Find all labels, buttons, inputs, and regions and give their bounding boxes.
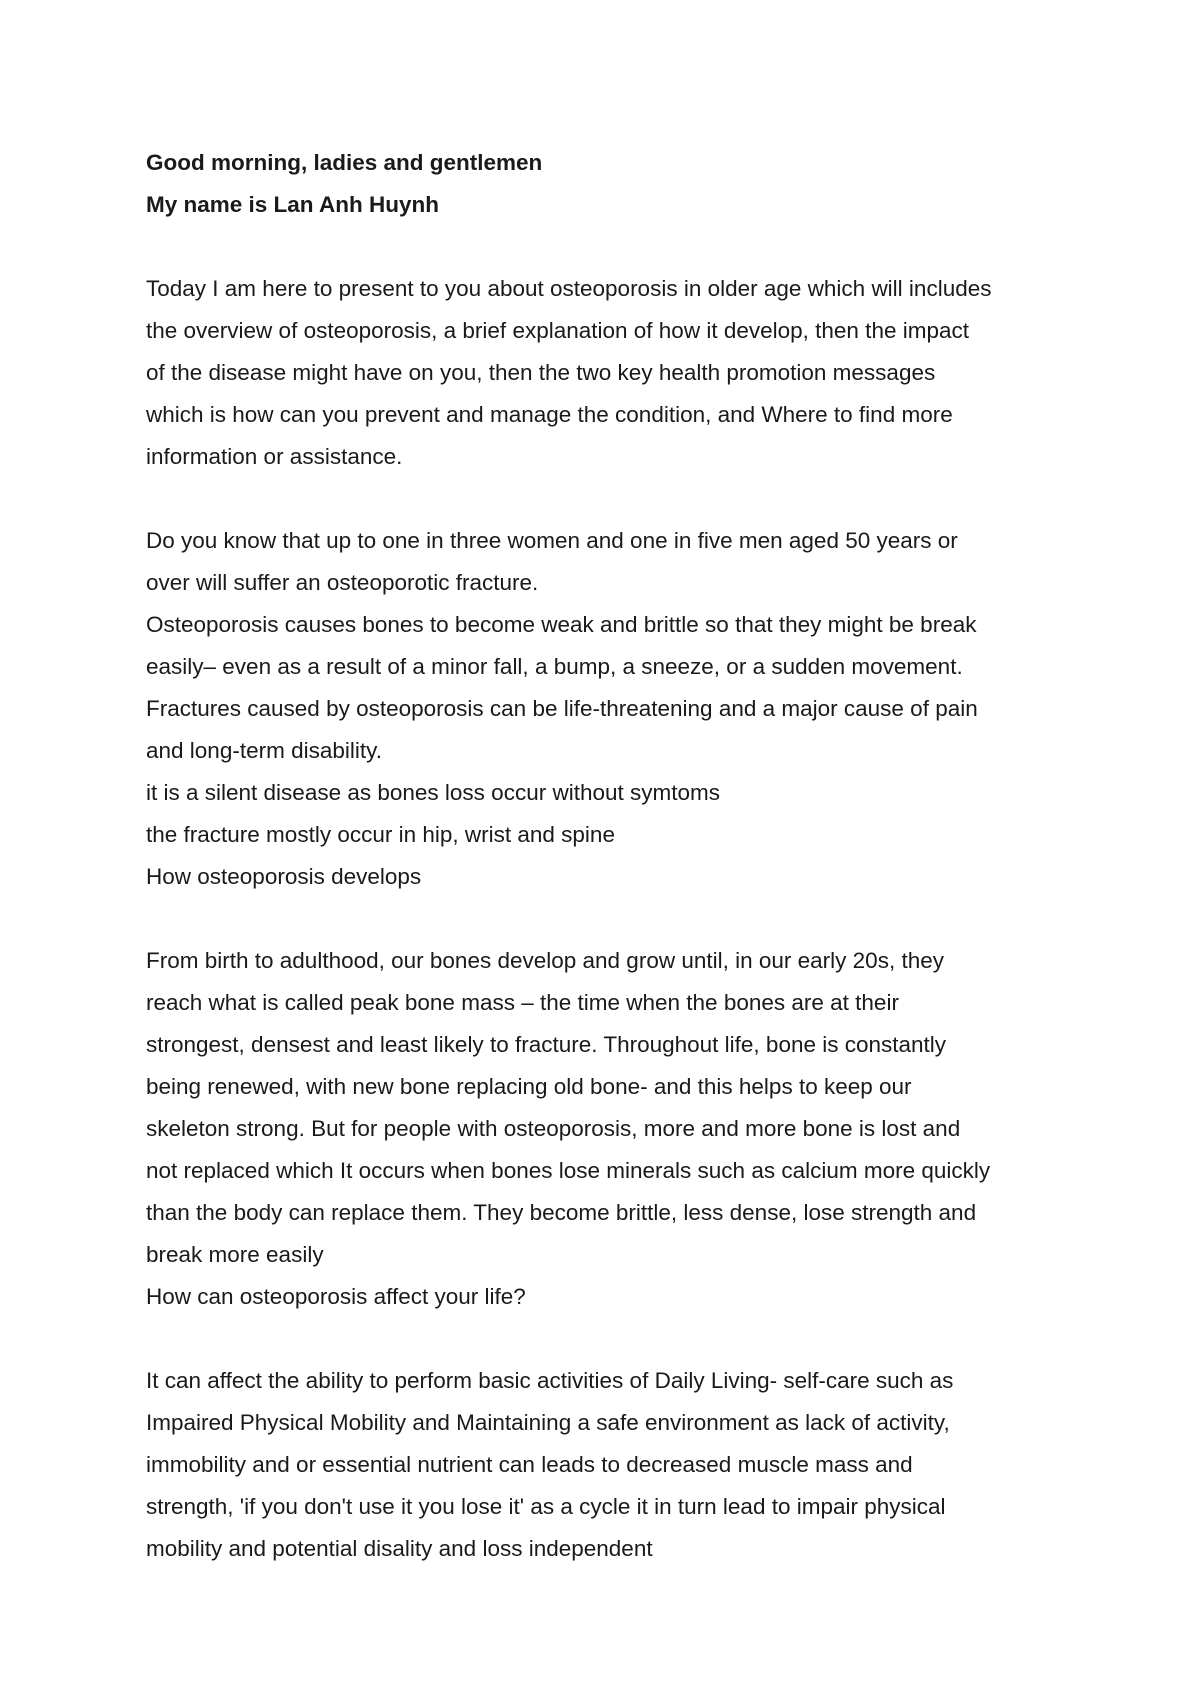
- overview-paragraph: [146, 520, 1076, 898]
- impact-line: Impaired Physical Mobility and Maintaining a safe environment as lack of activity,: [146, 1410, 950, 1435]
- intro-line: information or assistance.: [146, 444, 403, 469]
- blank-line: [146, 898, 1076, 940]
- intro-line: Today I am here to present to you about osteoporosis in older age which will includes: [146, 276, 992, 301]
- impact-line: strength, 'if you don't use it you lose it' as a cycle it in turn lead to impair physical: [146, 1494, 946, 1519]
- overview-line: the fracture mostly occur in hip, wrist and spine: [146, 822, 615, 847]
- impact-line: immobility and or essential nutrient can leads to decreased muscle mass and: [146, 1452, 913, 1477]
- intro-line: of the disease might have on you, then the two key health promotion messages: [146, 360, 936, 385]
- develops-line: being renewed, with new bone replacing old bone- and this helps to keep our: [146, 1074, 912, 1099]
- develops-line: reach what is called peak bone mass – the time when the bones are at their: [146, 990, 899, 1015]
- blank-line: [146, 1318, 1076, 1360]
- develops-line: skeleton strong. But for people with osteoporosis, more and more bone is lost and: [146, 1116, 961, 1141]
- document-body: [146, 142, 1076, 1570]
- section-heading-develops: How osteoporosis develops: [146, 864, 422, 889]
- overview-line: and long-term disability.: [146, 738, 382, 763]
- overview-line: Do you know that up to one in three women and one in five men aged 50 years or: [146, 528, 958, 553]
- impact-line: mobility and potential disality and loss independent: [146, 1536, 653, 1561]
- develops-line: not replaced which It occurs when bones lose minerals such as calcium more quickly: [146, 1158, 991, 1183]
- impact-line: It can affect the ability to perform basic activities of Daily Living- self-care such as: [146, 1368, 954, 1393]
- develops-line: From birth to adulthood, our bones develop and grow until, in our early 20s, they: [146, 948, 944, 973]
- develops-line: break more easily: [146, 1242, 324, 1267]
- overview-line: it is a silent disease as bones loss occur without symtoms: [146, 780, 720, 805]
- greeting-heading: Good morning, ladies and gentlemen: [146, 150, 543, 175]
- overview-line: Fractures caused by osteoporosis can be life-threatening and a major cause of pain: [146, 696, 978, 721]
- develops-line: strongest, densest and least likely to fracture. Throughout life, bone is constantly: [146, 1032, 947, 1057]
- name-heading: My name is Lan Anh Huynh: [146, 192, 439, 217]
- impact-paragraph: [146, 1360, 1076, 1570]
- blank-line: [146, 226, 1076, 268]
- intro-line: the overview of osteoporosis, a brief explanation of how it develop, then the impact: [146, 318, 969, 343]
- overview-line: Osteoporosis causes bones to become weak and brittle so that they might be break: [146, 612, 977, 637]
- intro-line: which is how can you prevent and manage the condition, and Where to find more: [146, 402, 953, 427]
- blank-line: [146, 478, 1076, 520]
- overview-line: easily– even as a result of a minor fall, a bump, a sneeze, or a sudden movement.: [146, 654, 963, 679]
- section-heading-impact: How can osteoporosis affect your life?: [146, 1284, 526, 1309]
- develops-line: than the body can replace them. They become brittle, less dense, lose strength and: [146, 1200, 977, 1225]
- overview-line: over will suffer an osteoporotic fracture.: [146, 570, 539, 595]
- develops-paragraph: [146, 940, 1076, 1318]
- intro-paragraph: [146, 268, 1076, 478]
